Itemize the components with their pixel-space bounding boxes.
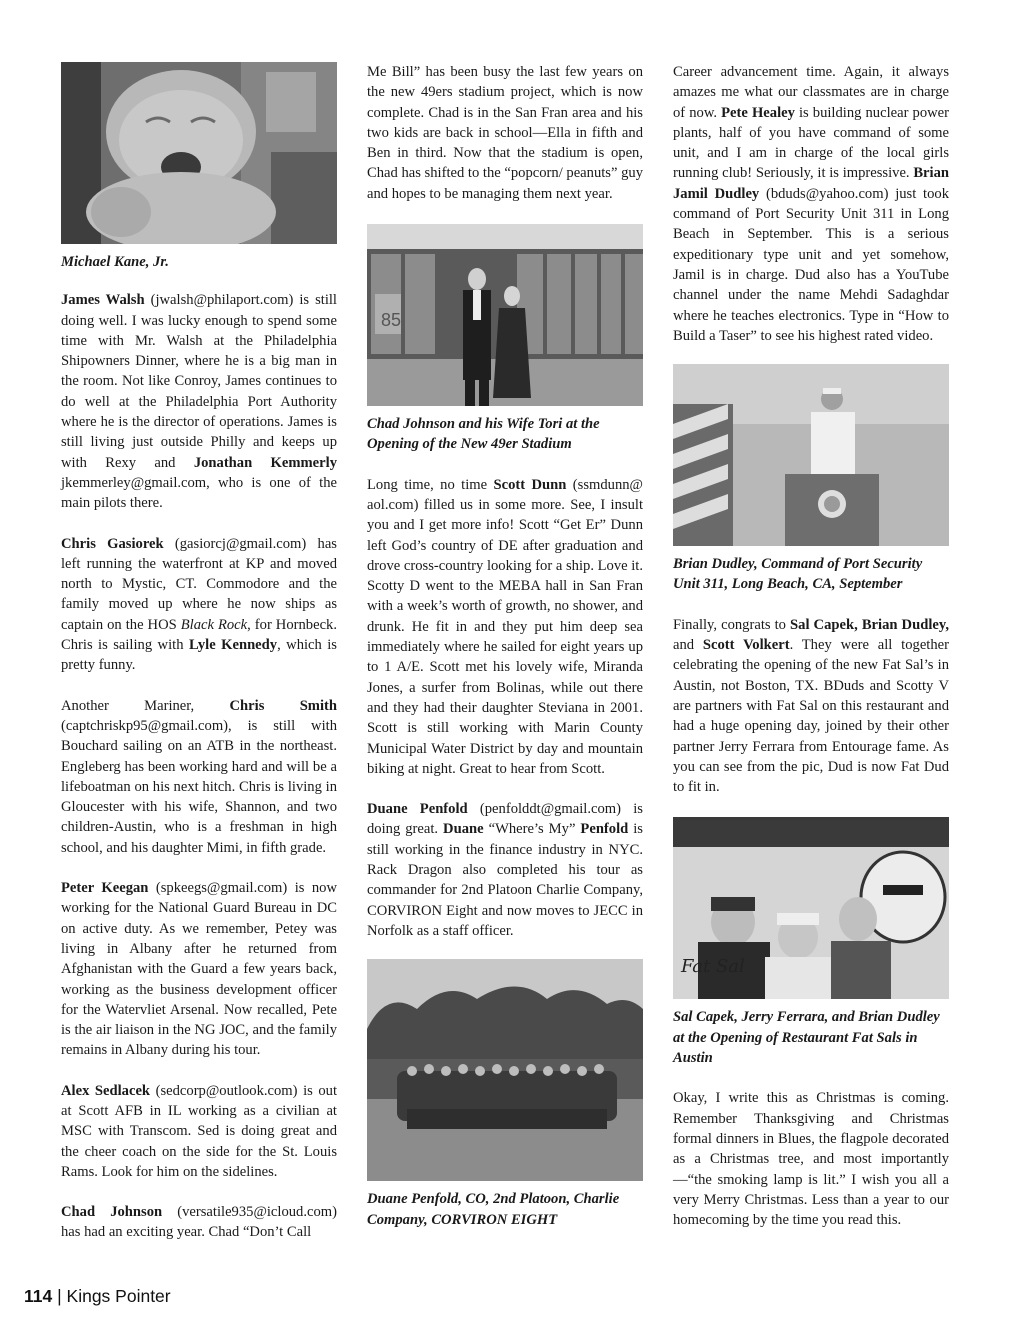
ship-name: Black Rock [180, 616, 248, 633]
paragraph-chris-gasiorek [61, 534, 337, 676]
text: jkemmerley@gmail.com, who is one of the main pilots there. [61, 474, 337, 512]
paragraph-peter-keegan [61, 878, 337, 1061]
name-jonathan-kemmerly: Jonathan Kemmerly [193, 454, 337, 471]
paragraph-james-walsh [61, 290, 337, 513]
name-alex-sedlacek: Alex Sedlacek [61, 1082, 151, 1099]
text: (sedcorp@outlook.com) is out at Scott AFB in IL working as a civilian at MSC with Transcom. Sed is doing great and the cheer coach on the side for the St. Louis Rams. Look for him on the sidelines. [61, 1082, 337, 1180]
flag [673, 404, 733, 546]
photo-chad-johnson-stadium [367, 224, 643, 406]
name-chris-gasiorek: Chris Gasiorek [61, 535, 164, 552]
photo-podium-speech [673, 364, 949, 546]
page-footer [24, 1286, 171, 1307]
column-3 [673, 62, 949, 1230]
photo-fat-sals [673, 817, 949, 999]
text: Career advancement time. Again, it always amazes me what our classmates are in charge of now. [673, 64, 949, 121]
paragraph-duane-penfold [367, 799, 643, 941]
caption-brian-dudley: Brian Dudley, Command of Port Security Unit 311, Long Beach, CA, September [673, 556, 923, 593]
name-lyle-kennedy: Lyle Kennedy [188, 637, 278, 654]
text: (gasiorcj@gmail.com) has left running the waterfront at KP and moved north to Mystic, CT. Commodore and the family moved up where he now ships as captain on the HOS [61, 535, 337, 633]
footer-separator: | [57, 1286, 62, 1306]
text: , which is pretty funny. [61, 637, 337, 674]
photo-platoon-group [367, 959, 643, 1181]
text: (jwalsh@philaport.com) is still doing well. I was lucky enough to spend some time with Mr. Walsh at the Philadelphia Shipowners Dinner, where he is a big man in the room. Not like Conroy, James continues to do well at the Philadelphia Port Authority where he is the director of operations. James is still living just outside Philly and keeps up with Rexy and [61, 292, 337, 471]
text: (bduds@yahoo.com) just took command of Port Security Unit 311 in Long Beach in September. This is a serious expeditionary type unit and yet somehow, Jamil is in charge. Dud also has a YouTube channel under the name Mehdi Sadaghdar where he teaches electronics. Type in “How to Build a Taser” to see his highest rated video. [673, 185, 949, 344]
column-2 [367, 62, 643, 1230]
text: (captchriskp95@gmail.com), is still with Bouchard sailing on an ATB in the northeast. Engleberg has been working hard and will be a lifeboatman on his next hitch. Chris is living in Gloucester with his wife, Shannon, and two children-Austin, who is a freshman in high school, and his daughter Mimi, in fifth grade. [61, 717, 337, 856]
text: , for Hornbeck. Chris is sailing with [61, 616, 337, 654]
paragraph-scott-dunn [367, 475, 643, 779]
paragraph-chad-johnson-cont: Me Bill” has been busy the last few years on the new 49ers stadium project, which is now complete. Chad is in the San Fran area and his two kids are back in school—Ella in fifth and Ben in third. Now that the stadium is open, Chad has shifted to the “popcorn/ peanuts” guy and hopes to be managing them next year. [367, 64, 643, 202]
name-sal-capek-brian-dudley: Sal Capek, Brian Dudley, [790, 616, 949, 633]
name-james-walsh: James Walsh [61, 292, 145, 309]
text: (spkeegs@gmail.com) is now working for the National Guard Bureau in DC on active duty. As we remember, Petey was living in Albany after he returned from Afghanistan with the Guard a few years back, working as the business development officer for the Watervliet Arsenal. Now recalled, Pete is the air liaison in the NG JOC, and the family remains in Albany during his tour. [61, 880, 338, 1059]
caption-fat-sals: Sal Capek, Jerry Ferrara, and Brian Dudley at the Opening of Restaurant Fat Sals in Austin [673, 1009, 940, 1067]
paragraph-alex-sedlacek [61, 1081, 337, 1182]
text: is still working in the finance industry in NYC. Rack Dragon also completed his tour as commander for 2nd Platoon Charlie Company, CORVIRON Eight and now moves to JECC in Norfolk as a staff officer. [367, 821, 643, 939]
paragraph-finally-congrats [673, 615, 949, 798]
paragraph-chad-johnson [61, 1202, 337, 1243]
name-duane: Duane [443, 821, 484, 838]
name-pete-healey: Pete Healey [721, 104, 795, 121]
paragraph-chris-smith [61, 696, 337, 858]
name-duane-penfold: Duane Penfold [367, 801, 468, 818]
text: . They were all together celebrating the opening of the new Fat Sal’s in Austin, not Boston, TX. BDuds and Scotty V are partners with Fat Sal on this restaurant and had a huge opening day, joined by their other partner Jerry Ferrara from Entourage fame. As you can see from the pic, Dud is now Fat Dud to fit in. [673, 637, 949, 796]
name-scott-dunn: Scott Dunn [493, 476, 567, 493]
text: Finally, congrats to [673, 616, 791, 633]
paragraph-christmas: Okay, I write this as Christmas is coming. Remember Thanksgiving and Christmas formal dinners in Blues, the flagpole decorated as a Christmas tree, and most importantly—“the smoking lamp is lit.” I wish you all a very Merry Christmas. Less than a year to our homecoming by the time you read this. [673, 1090, 949, 1229]
column-1 [61, 62, 337, 1243]
caption-michael-kane: Michael Kane, Jr. [61, 254, 169, 270]
photo-restaurant-opening [673, 817, 949, 999]
text: (ssmdunn@ aol.com) filled us in some more. See, I insult you and I get more info! Scott “Get Er” Dunn left God’s country of DE after graduation and drove cross-country looking for a ship. Love it. Scotty D went to the MEBA hall in San Fran with a week’s worth of growth, no shower, and drunk. He fit in and they put him deep sea immediately where he sailed for eight years up to 1 A/E. Scott met his lovely wife, Miranda Jones, a surfer from Bolinas, while out there and they had their daughter Steviana in 2001. Scott is still working with Marin County Municipal Water District by day and mountain biking at night. Great to hear from Scott. [367, 476, 644, 777]
text: Long time, no time [367, 476, 494, 493]
name-chad-johnson: Chad Johnson [61, 1204, 163, 1221]
name-brian-jamil-dudley: Brian Jamil Dudley [673, 165, 949, 202]
name-peter-keegan: Peter Keegan [61, 880, 149, 897]
photo-baby-crying [61, 62, 337, 244]
page-number: 114 [24, 1286, 53, 1306]
text: Another Mariner, [61, 697, 230, 714]
caption-duane-penfold: Duane Penfold, CO, 2nd Platoon, Charlie Company, CORVIRON EIGHT [367, 1191, 620, 1228]
text: is building nuclear power plants, half of you have command of some unit, and I am in charge of the local girls running club! Seriously, it is impressive. [673, 104, 949, 182]
photo-duane-penfold-platoon [367, 959, 643, 1181]
text: (penfolddt@gmail.com) is doing great. [367, 801, 643, 838]
name-chris-smith: Chris Smith [229, 697, 337, 714]
name-penfold: Penfold [580, 821, 629, 838]
photo-brian-dudley-command [673, 364, 949, 546]
text: “Where’s My” [483, 821, 581, 838]
photo-locker-room [367, 224, 643, 406]
caption-chad-johnson: Chad Johnson and his Wife Tori at the Opening of the New 49er Stadium [367, 416, 600, 453]
restaurant-sign-text: Fat Sal [681, 956, 745, 978]
name-scott-volkert: Scott Volkert [702, 637, 790, 654]
jersey-number: 85 [381, 310, 402, 331]
text: (versatile935@icloud.com) has had an exciting year. Chad “Don’t Call [61, 1204, 337, 1241]
paragraph-career-advancement [673, 62, 949, 346]
text: and [673, 637, 703, 654]
photo-michael-kane [61, 62, 337, 244]
publication-name: Kings Pointer [66, 1286, 171, 1306]
